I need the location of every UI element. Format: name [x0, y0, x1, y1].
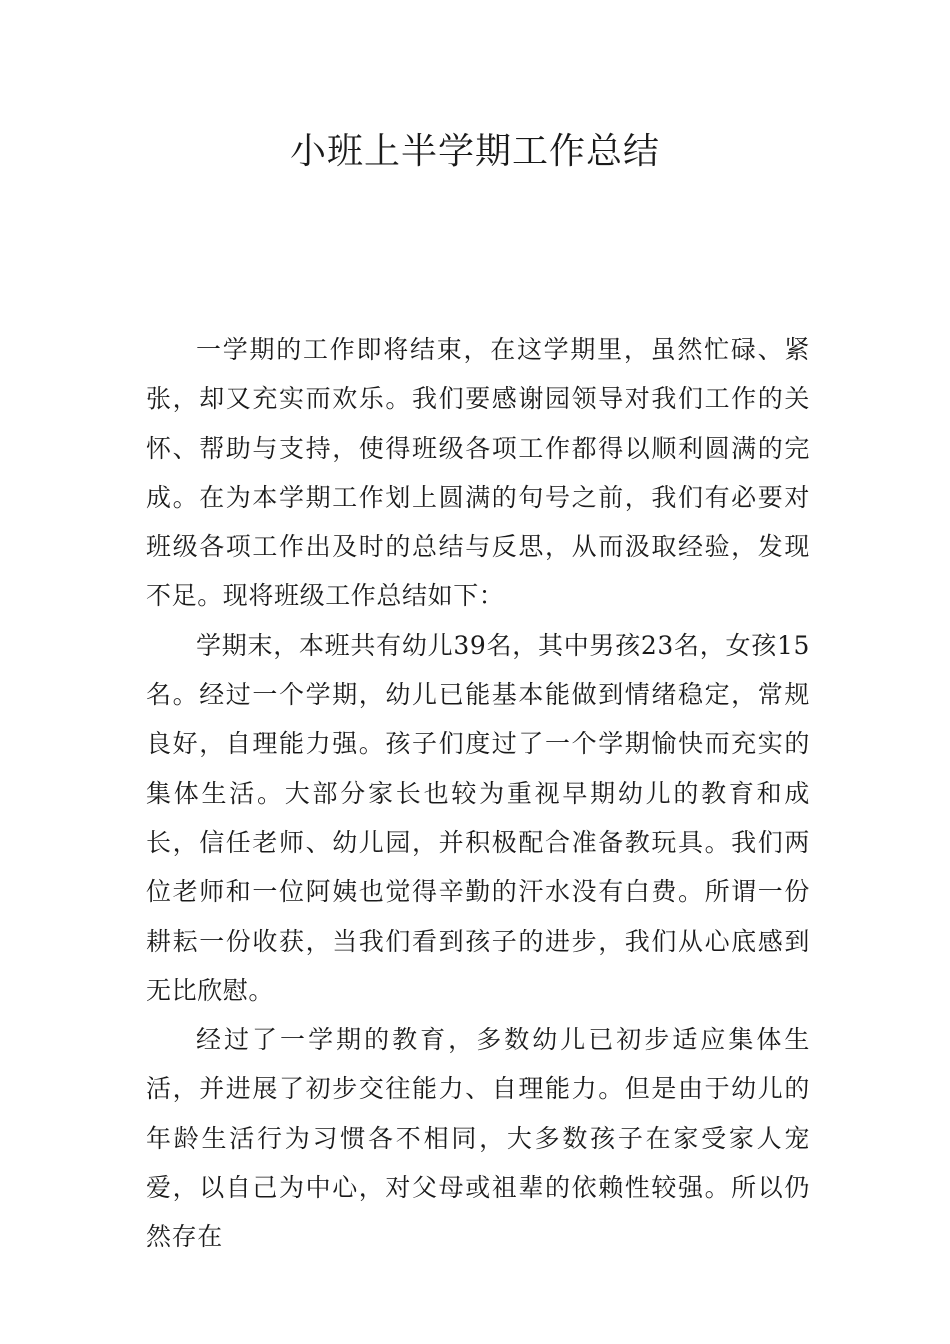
document-title: 小班上半学期工作总结	[289, 131, 660, 172]
paragraph-education-progress: 经过了一学期的教育，多数幼儿已初步适应集体生活，并进展了初步交往能力、自理能力。但是由于幼儿的年龄生活行为习惯各不相同，大多数孩子在家受家人宠爱，以自己为中心，对父母或祖辈的依赖性较强。所以仍然存在	[146, 1025, 810, 1252]
paragraph-class-overview: 学期末，本班共有幼儿39名，其中男孩23名，女孩15名。经过一个学期，幼儿已能基本能做到情绪稳定，常规良好，自理能力强。孩子们度过了一个学期愉快而充实的集体生活。大部分家长也较为重视早期幼儿的教育和成长，信任老师、幼儿园，并积极配合准备教玩具。我们两位老师和一位阿姨也觉得辛勤的汗水没有白费。所谓一份耕耘一份收获，当我们看到孩子的进步，我们从心底感到无比欣慰。	[146, 630, 810, 1005]
document-body	[146, 325, 810, 1262]
paragraph-intro: 一学期的工作即将结束，在这学期里，虽然忙碌、紧张，却又充实而欢乐。我们要感谢园领导对我们工作的关怀、帮助与支持，使得班级各项工作都得以顺利圆满的完成。在为本学期工作划上圆满的句号之前，我们有必要对班级各项工作出及时的总结与反思，从而汲取经验，发现不足。现将班级工作总结如下：	[146, 335, 810, 611]
